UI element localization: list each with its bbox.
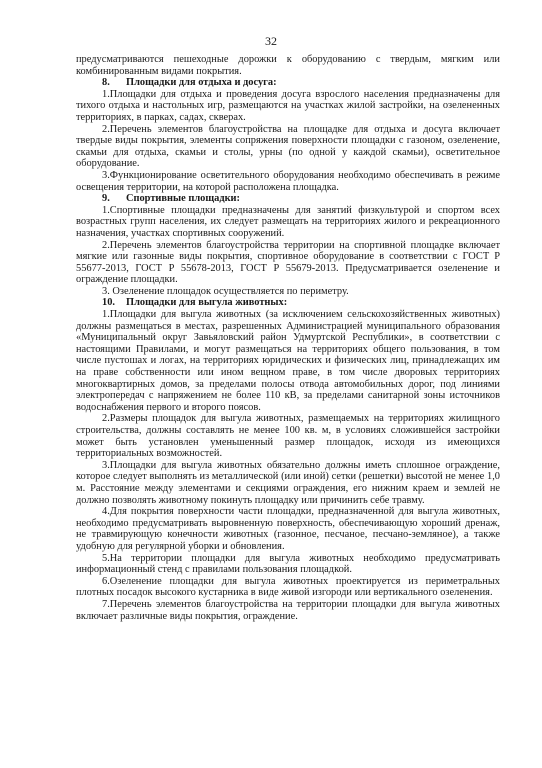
paragraph: 7.Перечень элементов благоустройства на территории площадки для выгула животных включает различные виды покрытия, ограждение. (76, 598, 500, 622)
section-number: 9. (102, 193, 110, 205)
paragraph: 3.Функционирование осветительного оборудования необходимо обеспечивать в режиме освещения территории, на которой расположена площадка. (76, 169, 500, 193)
section-title: Спортивные площадки: (126, 193, 241, 205)
section-heading (76, 77, 500, 89)
section-number: 8. (102, 77, 110, 89)
section-heading (76, 193, 500, 205)
paragraph: 3. Озеленение площадок осуществляется по периметру. (102, 285, 349, 297)
section-number: 10. (102, 297, 115, 309)
paragraph: 5.На территории площадки для выгула животных необходимо предусматривать информационный стенд с правилами пользования площадкой. (76, 552, 500, 576)
paragraph: 1.Площадки для отдыха и проведения досуга взрослого населения предназначены для тихого отдыха и настольных игр, размещаются на участках жилой застройки, на озелененных территориях, в парках, садах, скверах. (76, 88, 500, 123)
paragraph: 2.Размеры площадок для выгула животных, размещаемых на территориях жилищного строительства, должны составлять не менее 100 кв. м, в условиях сложившейся застройки может быть установлен уменьшенный размер площадок, исходя из имеющихся территориальных возможностей. (76, 413, 500, 460)
paragraph: 1.Площадки для выгула животных (за исключением сельскохозяйственных животных) должны размещаться в местах, разрешенных Администрацией муниципального образования «Муниципальный округ Завьяловский район Удмуртской Республики», в соответствии с настоящими Правилами, и могут размещаться на территориях общего пользования, в том числе пустошах и логах, на территориях юридических и физических лиц, принадлежащих им на праве собственности или ином вещном праве, в том числе дворовых территориях многоквартирных домов, за пределами полосы отвода автомобильных дорог, под линиями электропередач с напряжением не более 110 кВ, за пределами санитарной зоны источников водоснабжения первого и второго поясов. (76, 309, 500, 413)
paragraph: 6.Озеленение площадки для выгула животных проектируется из периметральных плотных посадок высокого кустарника в виде живой изгороди или вертикального озеленения. (76, 575, 500, 599)
paragraph: 2.Перечень элементов благоустройства территории на спортивной площадке включает мягкие или газонные виды покрытия, спортивное оборудование в соответствии с ГОСТ Р 55677-2013, ГОСТ Р 55678-2013, ГОСТ Р 55679-2013. Предусматривается озеленение и ограждение площадки. (76, 239, 500, 286)
page-number: 32 (265, 34, 277, 48)
paragraph: 4.Для покрытия поверхности части площадки, предназначенной для выгула животных, необходимо предусматривать выровненную поверхность, обеспечивающую хороший дренаж, не травмирующую конечности животных (газонное, песчаное, песчано-земляное), а также удобную для регулярной уборки и обновления. (76, 506, 500, 552)
paragraph: 1.Спортивные площадки предназначены для занятий физкультурой и спортом всех возрастных групп населения, их следует размещать на территориях жилого и рекреационного назначения, участках спортивных сооружений. (76, 204, 500, 239)
paragraph: 3.Площадки для выгула животных обязательно должны иметь сплошное ограждение, которое следует выполнять из металлической (или иной) сетки (решетки) высотой не менее 1,0 м. Расстояние между элементами и секциями ограждения, его нижним краем и землей не должно позволять животному покинуть площадку или причинить себе травму. (76, 459, 500, 506)
paragraph: предусматриваются пешеходные дорожки к оборудованию с твердым, мягким или комбинированным видами покрытия. (76, 54, 500, 77)
section-title: Площадки для выгула животных: (126, 297, 288, 309)
paragraph: 2.Перечень элементов благоустройства на площадке для отдыха и досуга включает твердые виды покрытия, элементы сопряжения поверхности площадки с газоном, озеленение, скамьи для отдыха, скамьи и столы, урны (по одной у каждой скамьи), осветительное оборудование. (76, 123, 500, 170)
section-title: Площадки для отдыха и досуга: (126, 77, 277, 89)
section-heading (76, 297, 500, 309)
document-body (76, 54, 500, 622)
